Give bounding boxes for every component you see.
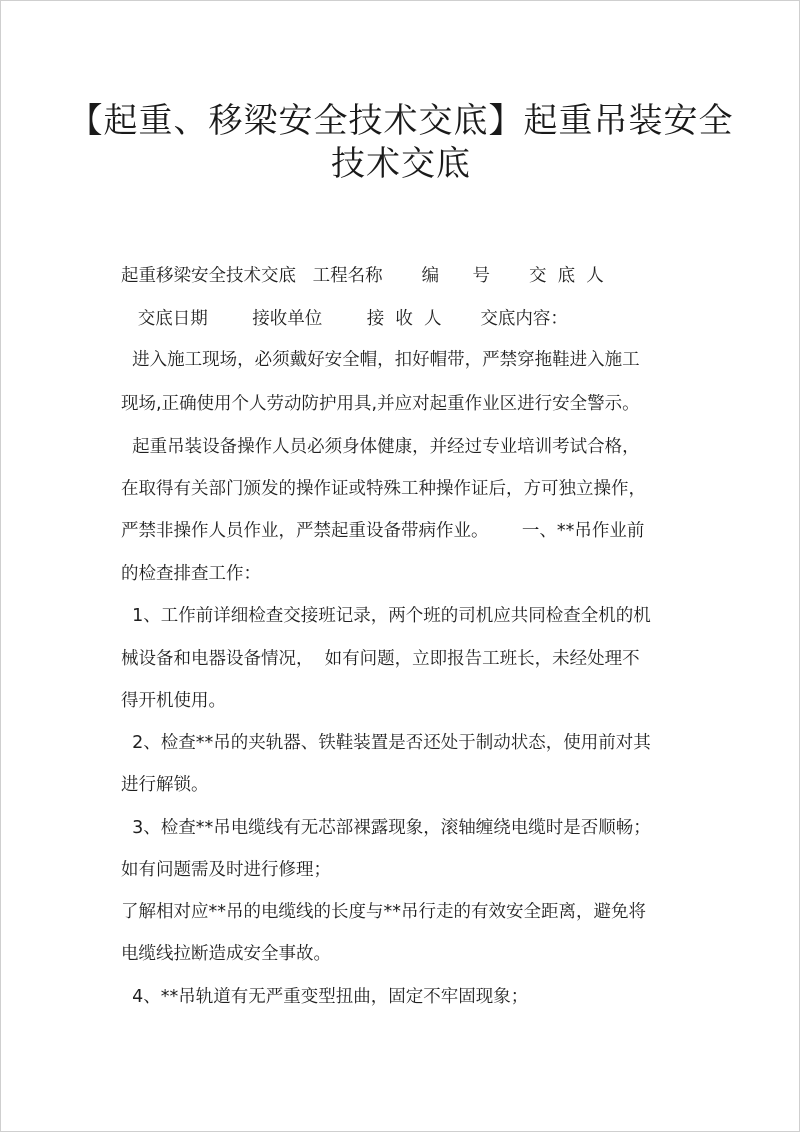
- body-line: 的检查排查工作：: [121, 564, 261, 584]
- body-line: 4、**吊轨道有无严重变型扭曲，固定不牢固现象；: [121, 987, 529, 1007]
- body-line: 在取得有关部门颁发的操作证或特殊工种操作证后，方可独立操作，: [121, 479, 646, 499]
- body-line: 交底日期 接收单位 接 收 人 交底内容：: [121, 309, 568, 329]
- document-title-line-2: 技术交底: [331, 144, 471, 184]
- body-line: 3、检查**吊电缆线有无芯部裸露现象，滚轴缠绕电缆时是否顺畅；: [121, 818, 651, 838]
- body-line: 现场,正确使用个人劳动防护用具,并应对起重作业区进行安全警示。: [121, 394, 640, 414]
- body-line: 严禁非操作人员作业，严禁起重设备带病作业。 一、**吊作业前: [121, 521, 645, 541]
- body-line: 械设备和电器设备情况， 如有问题，立即报告工班长，未经处理不: [121, 649, 640, 669]
- body-line: 了解相对应**吊的电缆线的长度与**吊行走的有效安全距离，避免将: [121, 902, 646, 922]
- body-line: 进入施工现场，必须戴好安全帽，扣好帽带，严禁穿拖鞋进入施工: [121, 350, 640, 370]
- document-title-line-1: 【起重、移梁安全技术交底】起重吊装安全: [68, 101, 734, 141]
- body-line: 得开机使用。: [121, 691, 226, 711]
- body-line: 1、工作前详细检查交接班记录，两个班的司机应共同检查全机的机: [121, 606, 651, 626]
- body-line: 起重吊装设备操作人员必须身体健康，并经过专业培训考试合格，: [121, 437, 640, 457]
- body-line: 如有问题需及时进行修理；: [121, 860, 331, 880]
- body-line: 起重移梁安全技术交底 工程名称 编 号 交 底 人: [121, 266, 604, 286]
- body-line: 进行解锁。: [121, 775, 209, 795]
- body-line: 2、检查**吊的夹轨器、铁鞋装置是否还处于制动状态，使用前对其: [121, 733, 651, 753]
- body-line: 电缆线拉断造成安全事故。: [121, 944, 331, 964]
